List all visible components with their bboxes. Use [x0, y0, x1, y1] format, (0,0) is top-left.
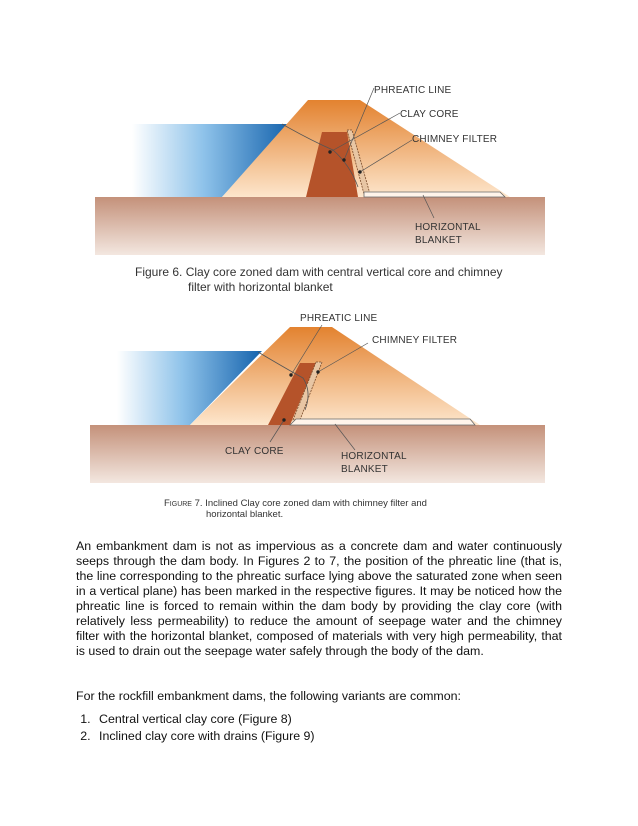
figure-6-caption [135, 265, 503, 295]
caption-line: Figure 6. Clay core zoned dam with central vertical core and chimney [135, 265, 503, 279]
marker-dot [316, 370, 319, 373]
label-phreatic-line: PHREATIC LINE [300, 313, 378, 324]
body-paragraph: For the rockfill embankment dams, the following variants are common: [76, 689, 461, 703]
list-item: 2. Inclined clay core with drains (Figure 9) [94, 728, 315, 745]
body-paragraph: An embankment dam is not as impervious as a concrete dam and water continuously seeps through the dam body. In Figures 2 to 7, the position of the phreatic line (that is, the line corresponding to the phreatic surface lying above the saturated zone when seen in a vertical plane) has been marked in the respective figures. It may be noticed how the phreatic line is forced to remain within the dam body by providing the clay core (with relatively less permeability) to reduce the amount of seepage water and the chimney filter with the horizontal blanket, composed of materials with very high permeability, that is used to drain out the seepage water safely through the body of the dam. [76, 539, 562, 658]
label-horizontal: HORIZONTAL [415, 222, 481, 233]
label-phreatic-line: PHREATIC LINE [374, 85, 452, 96]
label-clay-core: CLAY CORE [225, 446, 284, 457]
label-chimney-filter: CHIMNEY FILTER [372, 335, 458, 346]
label-horizontal: HORIZONTAL [341, 451, 407, 462]
figure-6-diagram [0, 60, 638, 300]
figure-7-caption [164, 498, 427, 520]
marker-dot [358, 170, 361, 173]
variants-list [76, 711, 315, 745]
caption-line: filter with horizontal blanket [188, 280, 333, 294]
marker-dot [342, 158, 345, 161]
caption-line [164, 498, 427, 509]
caption-line: horizontal blanket. [206, 509, 284, 520]
figure-7-diagram [0, 300, 638, 530]
horizontal-blanket [290, 419, 475, 425]
label-blanket: BLANKET [341, 464, 388, 475]
caption-prefix: Figure [164, 498, 192, 509]
list-item: 1. Central vertical clay core (Figure 8) [94, 711, 315, 728]
label-blanket: BLANKET [415, 235, 462, 246]
marker-dot [282, 418, 285, 421]
label-clay-core: CLAY CORE [400, 109, 459, 120]
horizontal-blanket [364, 192, 505, 197]
marker-dot [289, 373, 292, 376]
caption-rest: 7. Inclined Clay core zoned dam with chimney filter and [191, 498, 427, 509]
ground [90, 425, 545, 483]
label-chimney-filter: CHIMNEY FILTER [412, 134, 498, 145]
marker-dot [328, 150, 331, 153]
